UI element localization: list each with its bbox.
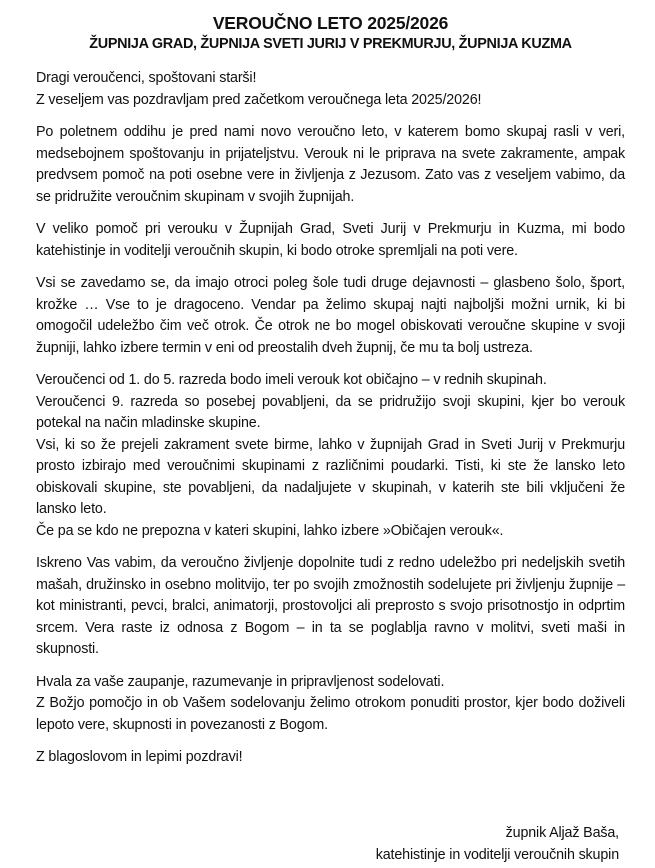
- groups-paragraph: [36, 370, 625, 542]
- intro-paragraph: Po poletnem oddihu je pred nami novo veroučno leto, v katerem bomo skupaj rasli v veri, medsebojnem spoštovanju in prijateljstvu. Verouk ni le priprava na svete zakramente, ampak predvsem pomoč na poti osebne vere in življenja z Jezusom. Zato vas z veseljem vabimo, da se pridružite veroučnim skupinam v svojih župnijah.: [36, 124, 625, 205]
- grades-1-5-line: Veroučenci od 1. do 5. razreda bodo imeli verouk kot običajno – v rednih skupinah.: [36, 372, 547, 388]
- confirmed-line: Vsi, ki so že prejeli zakrament svete birme, lahko v župnijah Grad in Sveti Jurij v Prekmurju prosto izbirajo med veroučnimi skupinami z različnimi poudarki. Tisti, ki ste že lansko leto obiskovali skupine, ste povabljeni, da nadaljujete v skupinah, v katerih ste bili vključeni že lansko leto.: [36, 436, 625, 517]
- signature-block: [376, 823, 619, 866]
- catechists-paragraph: V veliko pomoč pri verouku v Župnijah Grad, Sveti Jurij v Prekmurju in Kuzma, mi bodo katehistinje in voditelji veroučnih skupin, ki bodo otroke spremljali na poti vere.: [36, 221, 625, 259]
- closing-paragraph: Z blagoslovom in lepimi pozdravi!: [36, 749, 243, 765]
- grade-9-line: Veroučenci 9. razreda so posebej povabljeni, da se pridružijo svoji skupini, kjer bo verouk potekal na način mladinske skupine.: [36, 393, 625, 431]
- offer-line: Z Božjo pomočjo in ob Vašem sodelovanju želimo otrokom ponuditi prostor, kjer bodo doživeli lepoto vere, skupnosti in povezanosti z Bogom.: [36, 695, 625, 733]
- schedule-paragraph: Vsi se zavedamo se, da imajo otroci poleg šole tudi druge dejavnosti – glasbeno šolo, šport, krožke … Vse to je dragoceno. Vendar pa želimo skupaj najti najboljši možni urnik, ki bi omogočil udeležbo čim več otrok. Če otrok ne bo mogel obiskovati veroučne skupine v svoji župniji, lahko izbere termin v eni od preostalih dveh župnij, če mu ta bolj ustreza.: [36, 275, 625, 356]
- regular-group-line: Če pa se kdo ne prepozna v kateri skupini, lahko izbere »Običajen verouk«.: [36, 522, 504, 539]
- invitation-paragraph: Iskreno Vas vabim, da veroučno življenje dopolnite tudi z redno udeležbo pri nedeljskih svetih mašah, družinsko in osebno molitvijo, ter po svojih zmožnostih sodelujete pri življenju župnije – kot ministranti, pevci, bralci, animatorji, prostovoljci ali preprosto s svojo prisotnostjo in odprtim srcem. Vera raste iz odnosa z Bogom – in ta se poglablja ravno v molitvi, sveti maši in skupnosti.: [36, 555, 625, 657]
- thanks-paragraph: [36, 672, 625, 737]
- thanks-line: Hvala za vaše zaupanje, razumevanje in pripravljenost sodelovati.: [36, 673, 445, 690]
- document-title: VEROUČNO LETO 2025/2026: [212, 13, 449, 33]
- signature-priest: župnik Aljaž Baša,: [505, 825, 619, 841]
- document-subtitle: ŽUPNIJA GRAD, ŽUPNIJA SVETI JURIJ V PREKMURJU, ŽUPNIJA KUZMA: [89, 36, 572, 52]
- letter-body: [36, 68, 625, 769]
- signature-catechists: katehistinje in voditelji veroučnih skupin: [375, 846, 619, 863]
- welcome-line: Z veseljem vas pozdravljam pred začetkom veroučnega leta 2025/2026!: [36, 91, 482, 108]
- greeting-line: Dragi veroučenci, spoštovani starši!: [36, 70, 257, 86]
- greeting-paragraph: [36, 68, 625, 111]
